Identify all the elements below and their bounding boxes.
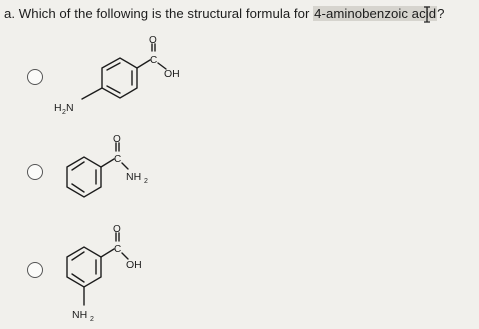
option-b-structure[interactable]: [67, 143, 128, 197]
bond-ring-amine-a: [82, 88, 102, 99]
option-c-carbon: C: [114, 244, 122, 255]
option-a-carbon: C: [150, 55, 158, 66]
question-prefix: a. Which of the following is the structural formula for: [4, 6, 314, 21]
bond-c-n-b: [122, 163, 128, 169]
option-b-carbon: C: [114, 154, 122, 165]
bond-ring-carbonyl-a: [137, 60, 150, 68]
option-c-carbonyl-o: O: [113, 224, 121, 235]
option-c-terminal: OH: [126, 259, 142, 271]
option-c-amine: NH: [72, 309, 88, 321]
option-b-terminal-sub: 2: [144, 178, 148, 185]
option-a-structure[interactable]: [82, 44, 166, 99]
option-a-terminal: OH: [164, 68, 180, 80]
option-b-carbonyl-o: O: [113, 134, 121, 145]
highlighted-compound-name: 4-aminobenzoic acid: [314, 6, 437, 21]
bond-ring-carbonyl-b: [101, 159, 114, 167]
option-a-carbonyl-o: O: [149, 35, 157, 46]
question-suffix: ?: [437, 6, 445, 21]
option-a-amine-h: H: [54, 102, 62, 114]
bond-ring-carbonyl-c: [101, 249, 114, 257]
option-b-terminal: NH: [126, 171, 142, 183]
option-a-amine-sub: 2: [62, 109, 66, 116]
option-c-amine-sub: 2: [90, 316, 94, 323]
option-a-amine-n: N: [66, 102, 74, 114]
